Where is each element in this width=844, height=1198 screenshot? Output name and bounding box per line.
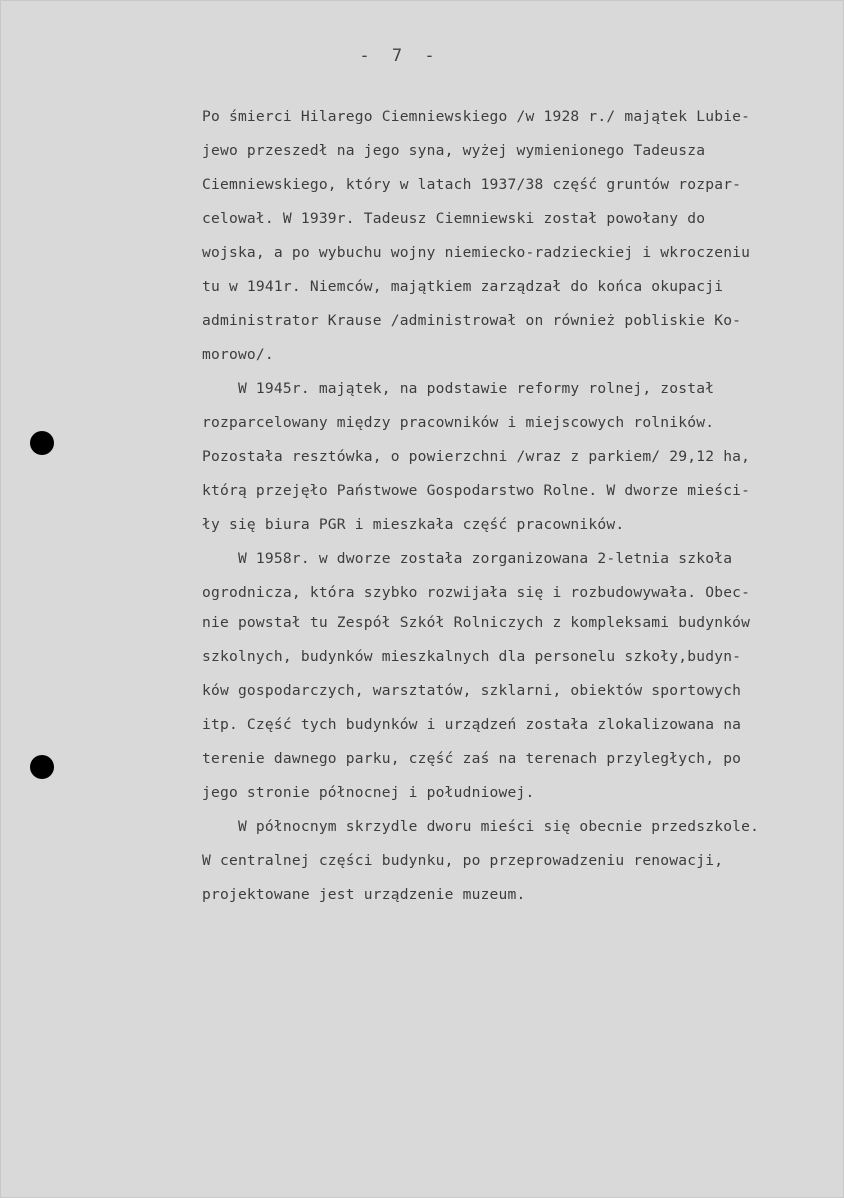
- text-line: ły się biura PGR i mieszkała część pracowników.: [202, 516, 625, 533]
- text-line: Pozostała resztówka, o powierzchni /wraz z parkiem/ 29,12 ha,: [202, 448, 751, 465]
- text-line: ogrodnicza, która szybko rozwijała się i rozbudowywała. Obec-: [202, 584, 751, 601]
- page-number: - 7 -: [359, 46, 441, 66]
- text-line: szkolnych, budynków mieszkalnych dla personelu szkoły,budyn-: [202, 648, 742, 665]
- text-line: którą przejęło Państwowe Gospodarstwo Rolne. W dworze mieści-: [202, 482, 751, 499]
- text-line: W 1958r. w dworze została zorganizowana 2-letnia szkoła: [202, 550, 733, 567]
- text-line: administrator Krause /administrował on również pobliskie Ko-: [202, 312, 742, 329]
- text-line: Ciemniewskiego, który w latach 1937/38 część gruntów rozpar-: [202, 176, 742, 193]
- text-line: nie powstał tu Zespół Szkół Rolniczych z kompleksami budynków: [202, 614, 751, 631]
- text-line: celował. W 1939r. Tadeusz Ciemniewski został powołany do: [202, 210, 706, 227]
- text-line: Po śmierci Hilarego Ciemniewskiego /w 1928 r./ majątek Lubie-: [202, 108, 751, 125]
- text-line: W centralnej części budynku, po przeprowadzeniu renowacji,: [202, 852, 724, 869]
- text-line: terenie dawnego parku, część zaś na terenach przyległych, po: [202, 750, 742, 767]
- text-line: tu w 1941r. Niemców, majątkiem zarządzał do końca okupacji: [202, 278, 724, 295]
- text-line: morowo/.: [202, 346, 274, 363]
- punch-hole-top: [30, 431, 54, 455]
- text-line: wojska, a po wybuchu wojny niemiecko-radzieckiej i wkroczeniu: [202, 244, 751, 261]
- text-line: jego stronie północnej i południowej.: [202, 784, 535, 801]
- text-line: ków gospodarczych, warsztatów, szklarni, obiektów sportowych: [202, 682, 742, 699]
- text-line: W 1945r. majątek, na podstawie reformy rolnej, został: [202, 380, 715, 397]
- text-line: projektowane jest urządzenie muzeum.: [202, 886, 526, 903]
- text-line: rozparcelowany między pracowników i miejscowych rolników.: [202, 414, 715, 431]
- text-line: itp. Część tych budynków i urządzeń została zlokalizowana na: [202, 716, 742, 733]
- punch-hole-bottom: [30, 755, 54, 779]
- text-line: jewo przeszedł na jego syna, wyżej wymienionego Tadeusza: [202, 142, 706, 159]
- text-line: W północnym skrzydle dworu mieści się obecnie przedszkole.: [202, 818, 760, 835]
